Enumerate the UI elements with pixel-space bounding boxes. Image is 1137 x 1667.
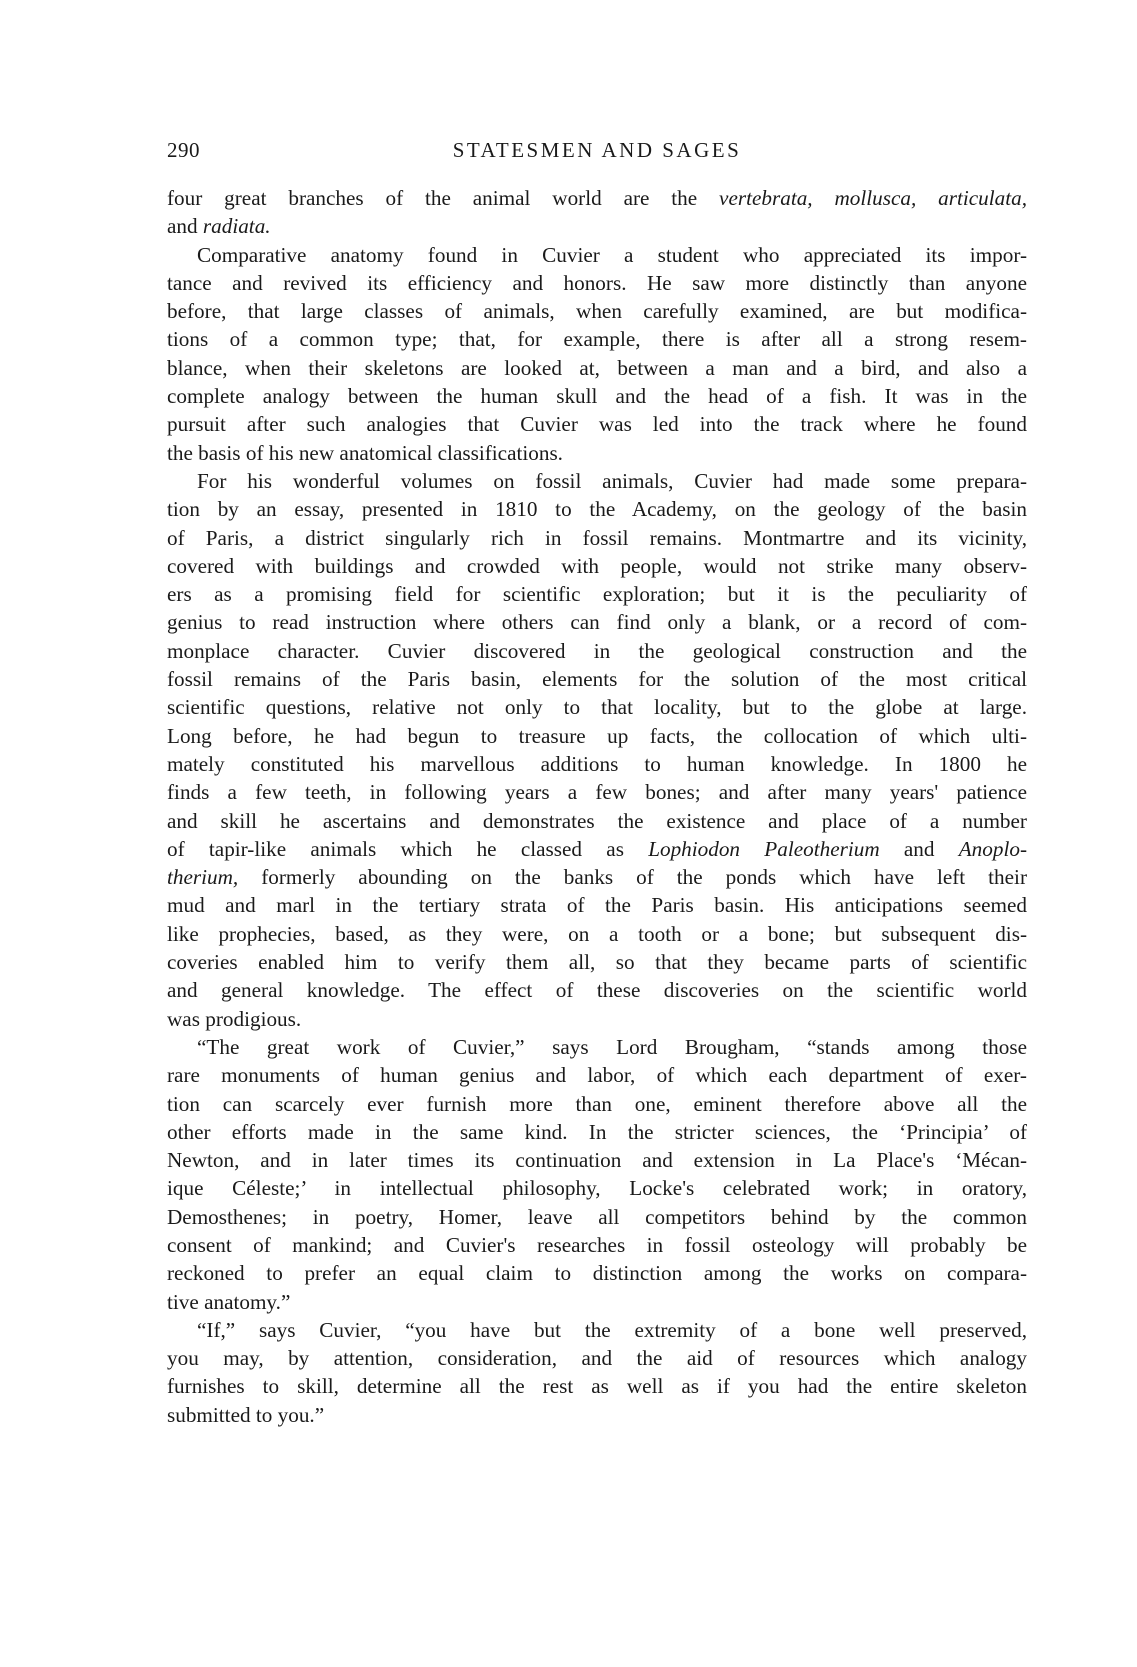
paragraph — [167, 1033, 1027, 1316]
text-segment: and general knowledge. The effect of these discoveries on the scientific world — [167, 978, 1027, 1003]
text-segment: Demosthenes; in poetry, Homer, leave all competitors behind by the common — [167, 1204, 1027, 1229]
text-line — [167, 637, 1027, 665]
text-line — [167, 835, 1027, 863]
text-line — [167, 807, 1027, 835]
text-line — [167, 1259, 1027, 1287]
text-line — [167, 495, 1027, 523]
text-line — [167, 1231, 1027, 1259]
text-line — [167, 976, 1027, 1004]
text-segment: of tapir-like animals which he classed as — [167, 836, 649, 861]
text-segment: tions of a common type; that, for example, there is after all a strong resem- — [167, 327, 1027, 352]
text-line — [167, 750, 1027, 778]
paragraph — [167, 1316, 1027, 1429]
text-segment: tive anatomy.” — [167, 1289, 291, 1314]
text-line — [167, 325, 1027, 353]
text-line — [167, 948, 1027, 976]
text-segment: before, that large classes of animals, when carefully examined, are but modifica- — [167, 299, 1027, 324]
text-segment: and — [167, 214, 203, 239]
text-line — [167, 1372, 1027, 1400]
text-segment: submitted to you.” — [167, 1402, 325, 1427]
text-segment: tion by an essay, presented in 1810 to the Academy, on the geology of the basin — [167, 497, 1027, 522]
page-header — [167, 138, 1027, 172]
text-line — [167, 1146, 1027, 1174]
text-segment: tance and revived its efficiency and honors. He saw more distinctly than anyone — [167, 270, 1027, 295]
text-line — [167, 269, 1027, 297]
text-segment: and skill he ascertains and demonstrates the existence and place of a number — [167, 808, 1027, 833]
text-segment: genius to read instruction where others can find only a blank, or a record of com- — [167, 610, 1027, 635]
text-line — [167, 891, 1027, 919]
text-segment: coveries enabled him to verify them all, so that they became parts of scientific — [167, 950, 1027, 975]
text-segment: the basis of his new anatomical classifications. — [167, 440, 563, 465]
text-line — [167, 1033, 1027, 1061]
text-line — [167, 693, 1027, 721]
text-segment: reckoned to prefer an equal claim to distinction among the works on compara- — [167, 1261, 1027, 1286]
italic-text: therium, — [167, 865, 239, 890]
text-segment: and — [879, 836, 959, 861]
italic-text: radiata. — [202, 214, 271, 239]
paragraph — [167, 184, 1027, 241]
text-segment: ers as a promising field for scientific exploration; but it is the peculiarity of — [167, 582, 1027, 607]
page-number: 290 — [167, 138, 200, 162]
text-segment: fossil remains of the Paris basin, elements for the solution of the most critical — [167, 667, 1027, 692]
text-segment: Long before, he had begun to treasure up facts, the collocation of which ulti- — [167, 723, 1027, 748]
italic-text: vertebrata, mollusca, articulata, — [719, 186, 1027, 210]
text-segment: rare monuments of human genius and labor, of which each department of exer- — [167, 1063, 1027, 1088]
text-segment: other efforts made in the same kind. In the stricter sciences, the ‘Principia’ of — [167, 1119, 1027, 1144]
text-line — [167, 297, 1027, 325]
text-line — [167, 1203, 1027, 1231]
text-line — [167, 524, 1027, 552]
text-line — [167, 410, 1027, 438]
text-line — [167, 1174, 1027, 1202]
text-line — [167, 722, 1027, 750]
text-segment: scientific questions, relative not only to that locality, but to the globe at large. — [167, 695, 1027, 720]
text-line — [167, 1288, 1027, 1316]
text-line — [167, 1316, 1027, 1344]
text-line — [167, 241, 1027, 269]
text-line — [167, 467, 1027, 495]
text-segment: finds a few teeth, in following years a few bones; and after many years' patience — [167, 780, 1027, 805]
text-line — [167, 1005, 1027, 1033]
text-line — [167, 184, 1027, 212]
paragraph — [167, 467, 1027, 1033]
text-segment: was prodigious. — [167, 1006, 302, 1031]
text-line — [167, 580, 1027, 608]
text-segment: mud and marl in the tertiary strata of the Paris basin. His anticipations seemed — [167, 893, 1027, 918]
text-segment: “If,” says Cuvier, “you have but the extremity of a bone well preserved, — [197, 1317, 1027, 1342]
italic-text: Lophiodon Paleotherium — [648, 836, 880, 861]
text-segment: like prophecies, based, as they were, on a tooth or a bone; but subsequent dis- — [167, 921, 1027, 946]
text-segment: monplace character. Cuvier discovered in the geological construction and the — [167, 638, 1027, 663]
body-text — [167, 184, 1027, 1429]
text-segment: Comparative anatomy found in Cuvier a student who appreciated its impor- — [197, 242, 1027, 267]
text-segment: “The great work of Cuvier,” says Lord Brougham, “stands among those — [197, 1034, 1027, 1059]
text-line — [167, 778, 1027, 806]
italic-text: Anoplo- — [958, 836, 1027, 861]
text-line — [167, 1401, 1027, 1429]
text-line — [167, 665, 1027, 693]
text-segment: For his wonderful volumes on fossil animals, Cuvier had made some prepara- — [197, 468, 1027, 493]
text-segment: complete analogy between the human skull and the head of a fish. It was in the — [167, 384, 1027, 409]
text-line — [167, 863, 1027, 891]
text-segment: mately constituted his marvellous additions to human knowledge. In 1800 he — [167, 751, 1027, 776]
text-line — [167, 552, 1027, 580]
running-head: STATESMEN AND SAGES — [452, 138, 742, 162]
text-segment: you may, by attention, consideration, and the aid of resources which analogy — [167, 1346, 1027, 1371]
text-line — [167, 382, 1027, 410]
text-segment: pursuit after such analogies that Cuvier was led into the track where he found — [167, 412, 1027, 437]
text-segment: consent of mankind; and Cuvier's researches in fossil osteology will probably be — [167, 1232, 1027, 1257]
paragraph — [167, 241, 1027, 467]
text-line — [167, 212, 1027, 240]
text-segment: of Paris, a district singularly rich in fossil remains. Montmartre and its vicinity, — [167, 525, 1027, 550]
text-segment: blance, when their skeletons are looked at, between a man and a bird, and also a — [167, 355, 1027, 380]
text-segment: formerly abounding on the banks of the ponds which have left their — [238, 865, 1027, 890]
text-segment: furnishes to skill, determine all the rest as well as if you had the entire skeleton — [167, 1374, 1027, 1399]
text-line — [167, 1118, 1027, 1146]
text-line — [167, 608, 1027, 636]
text-line — [167, 439, 1027, 467]
text-line — [167, 1344, 1027, 1372]
text-segment: four great branches of the animal world are the — [167, 186, 720, 210]
text-line — [167, 354, 1027, 382]
text-segment: tion can scarcely ever furnish more than one, eminent therefore above all the — [167, 1091, 1027, 1116]
text-line — [167, 920, 1027, 948]
text-segment: Newton, and in later times its continuation and extension in La Place's ‘Mécan- — [167, 1148, 1027, 1173]
text-line — [167, 1061, 1027, 1089]
text-segment: covered with buildings and crowded with people, would not strike many observ- — [167, 553, 1027, 578]
text-segment: ique Céleste;’ in intellectual philosophy, Locke's celebrated work; in oratory, — [167, 1176, 1027, 1201]
text-line — [167, 1090, 1027, 1118]
